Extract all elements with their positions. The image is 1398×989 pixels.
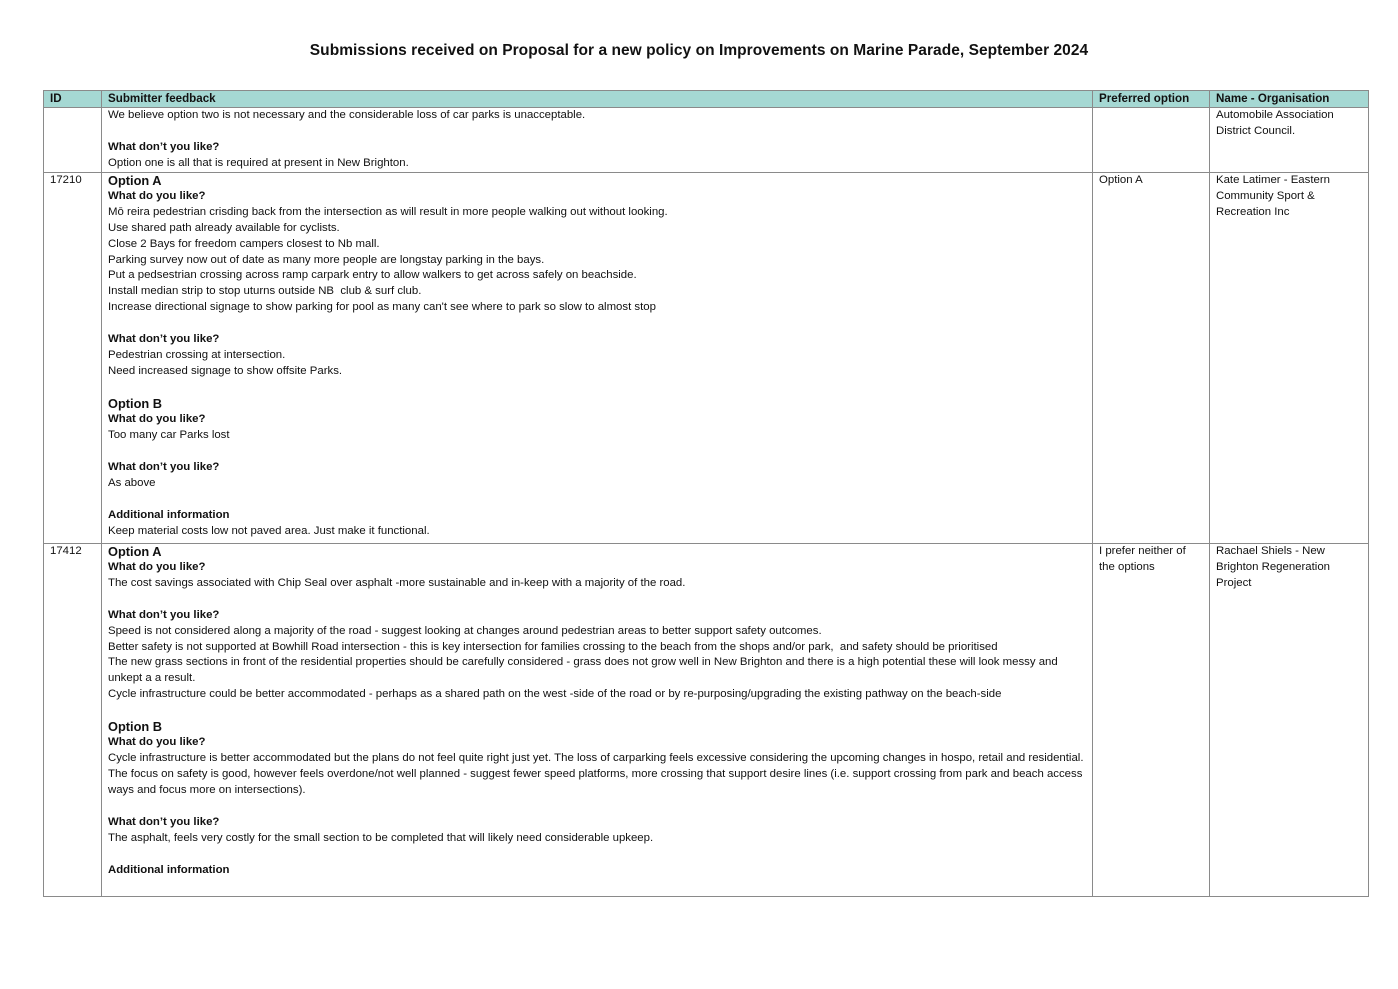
feedback-line: Need increased signage to show offsite Parks.: [108, 364, 343, 377]
table-row: [44, 543, 1369, 896]
option-a-heading: Option A: [108, 172, 162, 188]
feedback-line: Increase directional signage to show parking for pool as many can't see where to park so slow to almost stop: [108, 301, 656, 314]
additional-information-heading: Additional information: [108, 863, 230, 876]
feedback-line: Pedestrian crossing at intersection.: [108, 349, 286, 362]
submitter-feedback: [102, 108, 1093, 173]
feedback-line: Close 2 Bays for freedom campers closest to Nb mall.: [108, 237, 380, 250]
dislike-question: What don’t you like?: [108, 140, 220, 153]
like-question: What do you like?: [108, 736, 206, 749]
feedback-line: Mō reira pedestrian crisding back from the intersection as will result in more people walking out without looking.: [108, 205, 668, 218]
submissions-table: [43, 90, 1369, 897]
table-row: [44, 172, 1369, 543]
header-preferred-option: Preferred option: [1093, 91, 1210, 108]
feedback-line: The focus on safety is good, however feels overdone/not well planned - suggest fewer speed platforms, more crossing that support desire lines (i.e. support crossing from park and beach access ways and focus more on intersections).: [108, 768, 1086, 797]
feedback-line: The asphalt, feels very costly for the small section to be completed that will likely need considerable upkeep.: [108, 831, 654, 844]
submitter-feedback: [102, 172, 1093, 543]
additional-information-heading: Additional information: [108, 508, 230, 521]
name-organisation: Rachael Shiels - New Brighton Regeneration Project: [1210, 543, 1369, 896]
like-question: What do you like?: [108, 560, 206, 573]
name-organisation: Automobile Association District Council.: [1210, 108, 1369, 173]
option-b-heading: Option B: [108, 719, 163, 735]
feedback-line: Too many car Parks lost: [108, 429, 230, 441]
preferred-option: I prefer neither of the options: [1093, 543, 1210, 896]
feedback-line: The new grass sections in front of the residential properties should be carefully considered - grass does not grow well in New Brighton and there is a high potential these will look messy and unkept a a result.: [108, 656, 1061, 685]
submitter-feedback: [102, 543, 1093, 896]
header-feedback: Submitter feedback: [102, 91, 1093, 108]
dislike-question: What don’t you like?: [108, 816, 220, 828]
dislike-question: What don’t you like?: [108, 608, 220, 621]
table-header-row: [44, 91, 1369, 108]
feedback-line: Cycle infrastructure could be better accommodated - perhaps as a shared path on the west -side of the road or by re-purposing/upgrading the existing pathway on the beach-side: [108, 688, 1002, 701]
dislike-question: What don’t you like?: [108, 333, 220, 346]
feedback-line: Better safety is not supported at Bowhill Road intersection - this is key intersection for families crossing to the beach from the shops and/or park, and safety should be prioritised: [108, 640, 998, 653]
feedback-line: The cost savings associated with Chip Seal over asphalt -more sustainable and in-keep with a majority of the road.: [108, 576, 686, 589]
like-question: What do you like?: [108, 413, 206, 426]
page-title: Submissions received on Proposal for a new policy on Improvements on Marine Parade, September 2024: [309, 42, 1089, 59]
table-row: [44, 108, 1369, 173]
dislike-question: What don’t you like?: [108, 460, 220, 473]
feedback-line: Keep material costs low not paved area. Just make it functional.: [108, 524, 430, 537]
submission-id: [44, 108, 102, 173]
feedback-line: Put a pedsestrian crossing across ramp carpark entry to allow walkers to get across safely on beachside.: [108, 269, 637, 282]
feedback-line: Speed is not considered along a majority of the road - suggest looking at changes around pedestrian areas to better support safety outcomes.: [108, 624, 822, 637]
header-id: ID: [44, 91, 102, 108]
feedback-line: Cycle infrastructure is better accommodated but the plans do not feel quite right just yet. The loss of carparking feels excessive considering the upcoming changes in hospo, retail and residential.: [108, 752, 1084, 765]
submission-id: 17210: [44, 172, 102, 543]
submission-id: 17412: [44, 543, 102, 896]
header-name-organisation: Name - Organisation: [1210, 91, 1369, 108]
name-organisation: Kate Latimer - Eastern Community Sport & Recreation Inc: [1210, 172, 1369, 543]
option-b-heading: Option B: [108, 395, 163, 411]
preferred-option: Option A: [1093, 172, 1210, 543]
feedback-line: Parking survey now out of date as many more people are longstay parking in the bays.: [108, 253, 545, 266]
option-a-heading: Option A: [108, 543, 162, 559]
feedback-line: As above: [108, 476, 156, 489]
feedback-line: Use shared path already available for cyclists.: [108, 221, 340, 234]
feedback-line: We believe option two is not necessary and the considerable loss of car parks is unacceptable.: [108, 109, 586, 121]
feedback-line: Install median strip to stop uturns outside NB club & surf club.: [108, 285, 422, 298]
like-question: What do you like?: [108, 189, 206, 202]
preferred-option: [1093, 108, 1210, 173]
feedback-line: Option one is all that is required at present in New Brighton.: [108, 156, 409, 169]
